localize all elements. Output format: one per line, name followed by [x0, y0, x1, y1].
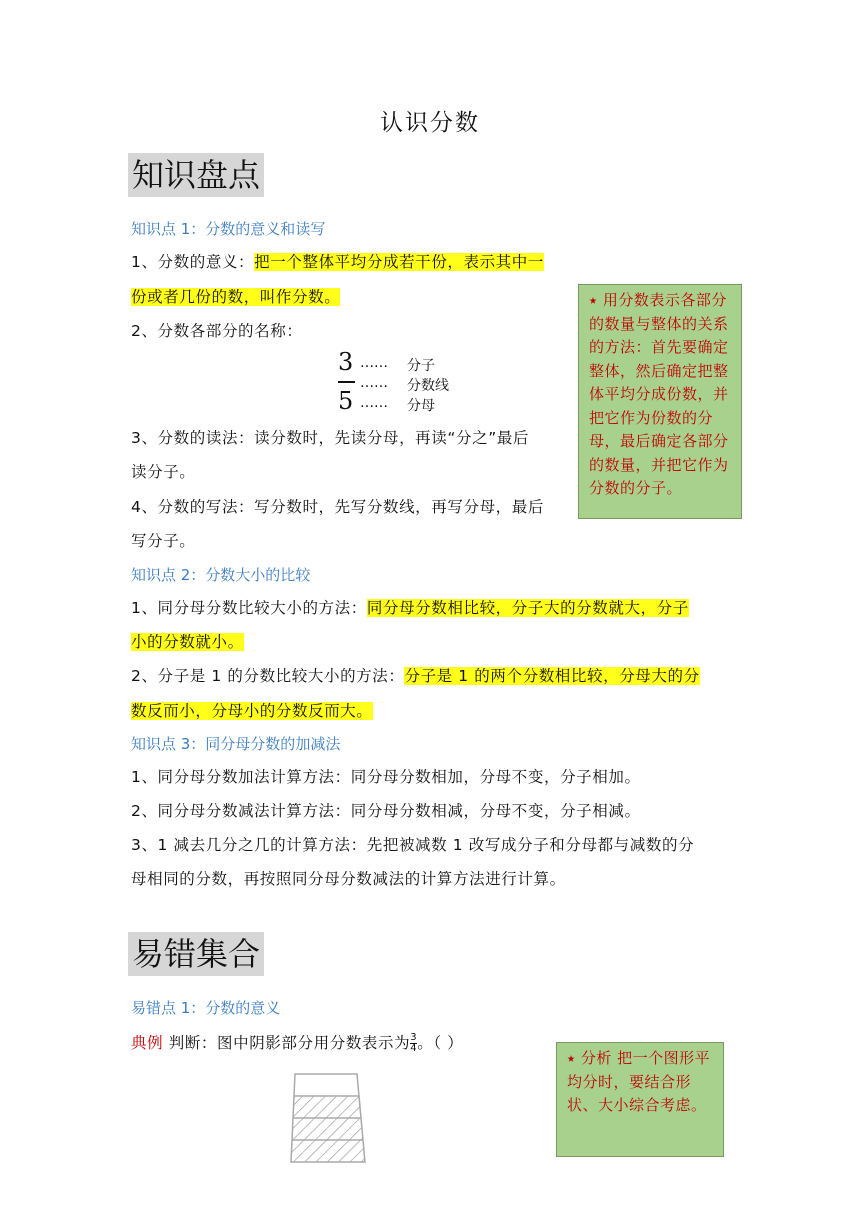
ep1-title: 易错点 1：分数的意义	[131, 999, 281, 1017]
meaning-line-1	[131, 245, 544, 279]
example-tag: 典例	[131, 1034, 164, 1052]
tip-note-analysis: ⭑ 分析 把一个图形平均分时，要结合形状、大小综合考虑。	[556, 1042, 724, 1157]
writing-line-1: 4、分数的写法：写分数时，先写分数线，再写分母，最后	[131, 498, 544, 516]
kp1-title: 知识点 1：分数的意义和读写	[131, 220, 326, 238]
meaning-highlight-1: 把一个整体平均分成若干份，表示其中一	[254, 253, 544, 271]
section-heading-mistakes: 易错集合	[128, 932, 264, 976]
fraction-line	[338, 381, 355, 383]
example-tail: 。（ ）	[417, 1034, 464, 1052]
reading-line-1: 3、分数的读法：读分数时，先读分母，再读“分之”最后	[131, 429, 530, 447]
example-text: 判断：图中阴影部分用分数表示为	[168, 1034, 411, 1052]
denominator-name: 分母	[407, 398, 435, 414]
kp2-title: 知识点 2：分数大小的比较	[131, 566, 311, 584]
example-fraction-denominator: 4	[410, 1043, 418, 1054]
compare-line-4	[131, 694, 373, 728]
compare-label-2: 2、分子是 1 的分数比较大小的方法：	[131, 667, 405, 685]
parts-label: 2、分数各部分的名称：	[131, 322, 303, 340]
line-name: 分数线	[407, 378, 449, 394]
addsub-item-3a: 3、1 减去几分之几的计算方法：先把被减数 1 改写成分子和分母都与减数的分	[131, 836, 695, 854]
meaning-label: 1、分数的意义：	[131, 253, 255, 271]
shaded-trapezoid-figure	[285, 1068, 375, 1168]
fraction-numerator: 3	[338, 348, 354, 376]
compare-label-1: 1、同分母分数比较大小的方法：	[131, 599, 367, 617]
addsub-item-2: 2、同分母分数减法计算方法：同分母分数相减，分母不变，分子相减。	[131, 802, 641, 820]
compare-line-2	[131, 625, 244, 659]
section-heading-knowledge: 知识盘点	[128, 153, 264, 197]
writing-line-2: 写分子。	[131, 532, 196, 550]
numerator-dots: ……	[360, 355, 388, 371]
line-dots: ……	[360, 375, 388, 391]
compare-highlight-1b: 小的分数就小。	[131, 633, 244, 651]
page-title: 认识分数	[380, 110, 480, 136]
addsub-item-1: 1、同分母分数加法计算方法：同分母分数相加，分母不变，分子相加。	[131, 768, 641, 786]
kp3-title: 知识点 3：同分母分数的加减法	[131, 735, 341, 753]
fraction-denominator: 5	[338, 387, 354, 415]
example-line	[131, 1026, 463, 1060]
compare-line-3	[131, 659, 700, 693]
compare-line-1	[131, 591, 689, 625]
meaning-highlight-2: 份或者几份的数，叫作分数。	[131, 288, 341, 306]
reading-line-2: 读分子。	[131, 463, 196, 481]
tip-note-fraction-method: ⭑ 用分数表示各部分的数量与整体的关系的方法：首先要确定整体，然后确定把整体平均分成份数，并把它作为份数的分母，最后确定各部分的数量，并把它作为分数的分子。	[578, 284, 742, 519]
compare-highlight-1a: 同分母分数相比较，分子大的分数就大，分子	[366, 599, 689, 617]
denominator-dots: ……	[360, 395, 388, 411]
compare-highlight-2b: 数反而小，分母小的分数反而大。	[131, 702, 373, 720]
numerator-name: 分子	[407, 358, 435, 374]
fraction-parts-diagram	[338, 348, 468, 418]
addsub-item-3b: 母相同的分数，再按照同分母分数减法的计算方法进行计算。	[131, 870, 566, 888]
compare-highlight-2a: 分子是 1 的两个分数相比较，分母大的分	[404, 667, 700, 685]
meaning-line-2	[131, 280, 340, 314]
example-fraction-numerator: 3	[410, 1032, 418, 1043]
